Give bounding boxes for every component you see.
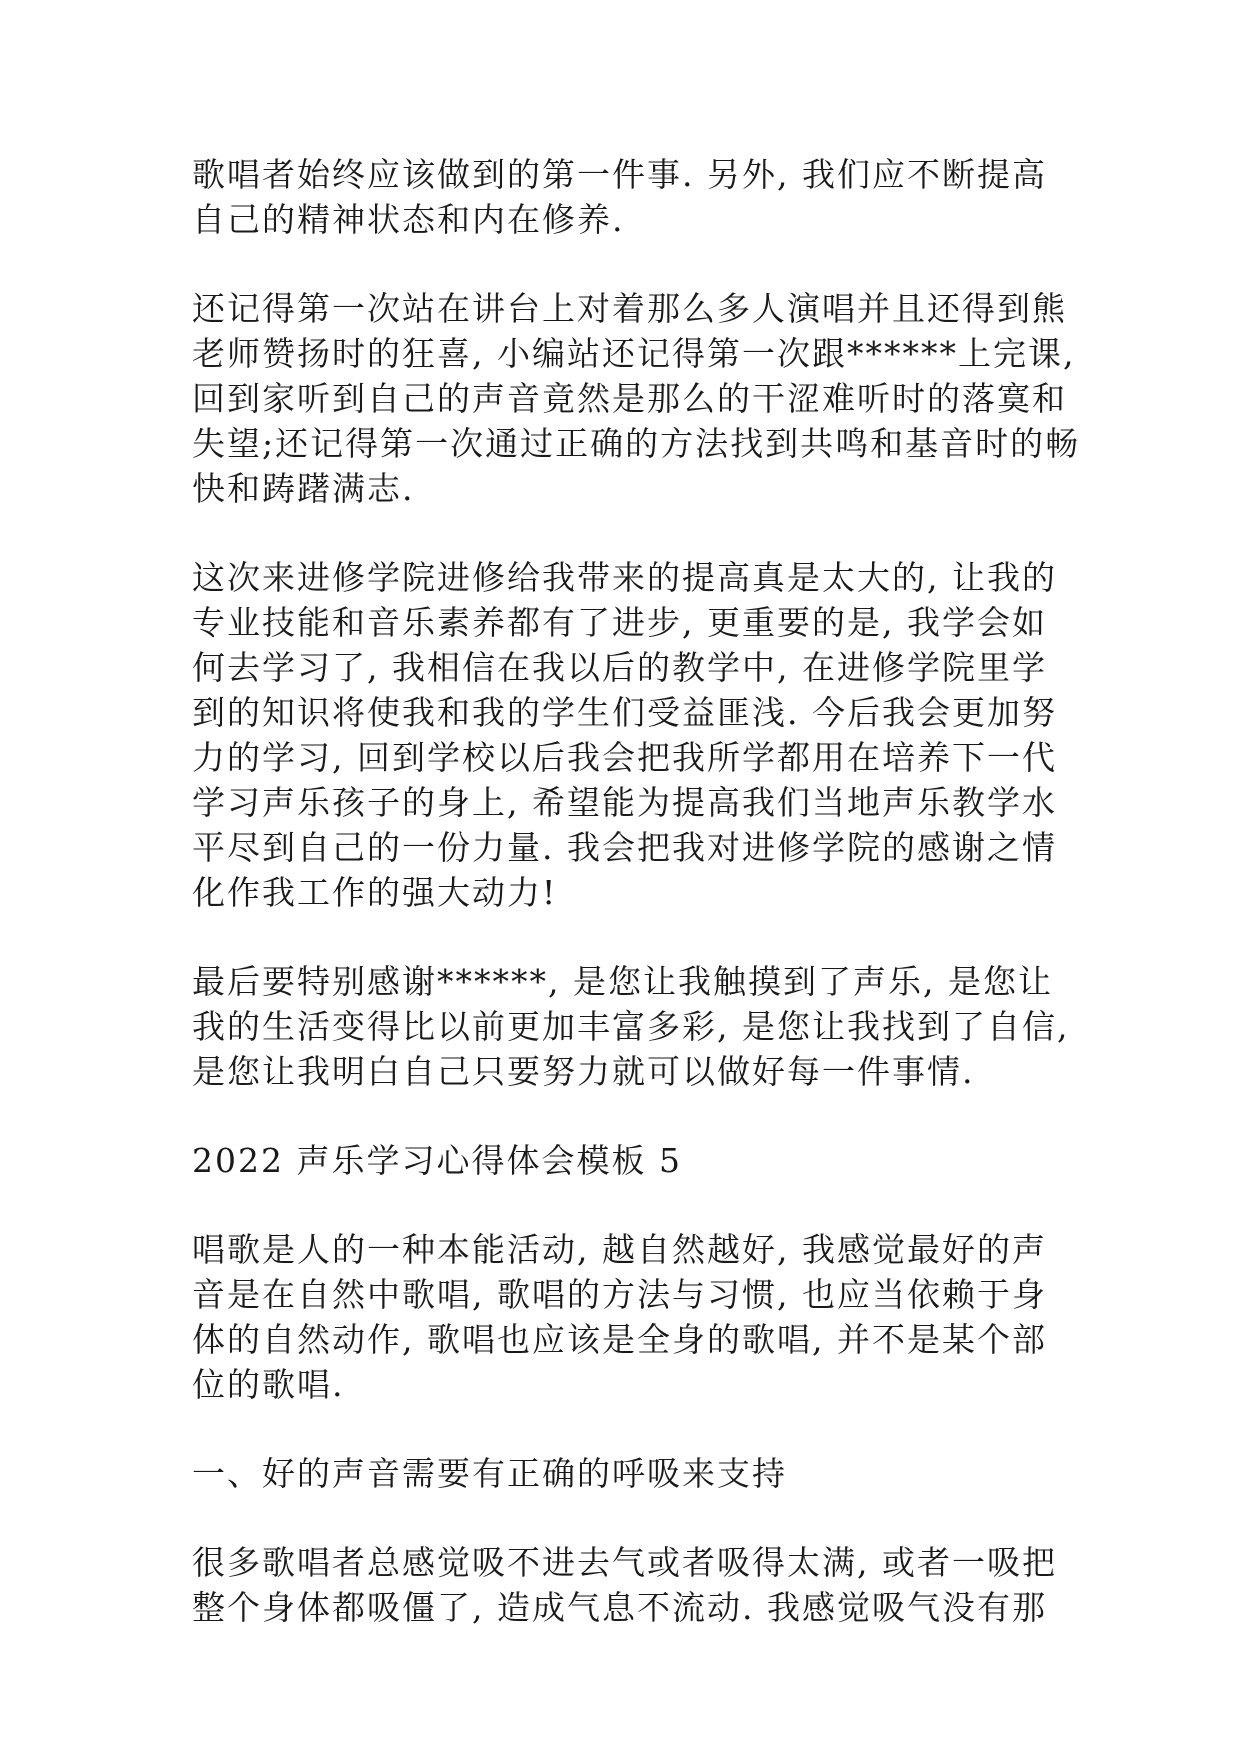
paragraph-3-line-1: 这次来进修学院进修给我带来的提高真是太大的, 让我的 — [192, 558, 1057, 597]
paragraph-2-line-5: 快和踌躇满志. — [192, 469, 415, 508]
paragraph-3-line-3: 何去学习了, 我相信在我以后的教学中, 在进修学院里学 — [192, 648, 1047, 687]
paragraph-3-line-2: 专业技能和音乐素养都有了进步, 更重要的是, 我学会如 — [192, 603, 1047, 642]
paragraph-4-line-2: 我的生活变得比以前更加丰富多彩, 是您让我找到了自信, — [192, 1007, 1070, 1046]
paragraph-8-line-1: 很多歌唱者总感觉吸不进去气或者吸得太满, 或者一吸把 — [192, 1543, 1057, 1582]
paragraph-3-line-8: 化作我工作的强大动力! — [192, 873, 558, 912]
paragraph-6-line-2: 音是在自然中歌唱, 歌唱的方法与习惯, 也应当依赖于身 — [192, 1275, 1047, 1314]
paragraph-3-line-6: 学习声乐孩子的身上, 希望能为提高我们当地声乐教学水 — [192, 783, 1057, 822]
paragraph-3-line-7: 平尽到自己的一份力量. 我会把我对进修学院的感谢之情 — [192, 828, 1057, 867]
paragraph-1-line-2: 自己的精神状态和内在修养. — [192, 200, 625, 239]
paragraph-6-line-1: 唱歌是人的一种本能活动, 越自然越好, 我感觉最好的声 — [192, 1230, 1047, 1269]
section-heading: 2022 声乐学习心得体会模板 5 — [192, 1141, 682, 1180]
paragraph-4-line-3: 是您让我明白自己只要努力就可以做好每一件事情. — [192, 1052, 975, 1091]
paragraph-2-line-1: 还记得第一次站在讲台上对着那么多人演唱并且还得到熊 — [192, 289, 1067, 328]
paragraph-6-line-3: 体的自然动作, 歌唱也应该是全身的歌唱, 并不是某个部 — [192, 1320, 1047, 1359]
subsection-heading: 一、好的声音需要有正确的呼吸来支持 — [192, 1454, 787, 1493]
paragraph-2-line-3: 回到家听到自己的声音竟然是那么的干涩难听时的落寞和 — [192, 379, 1067, 418]
paragraph-2-line-2: 老师赞扬时的狂喜, 小编站还记得第一次跟******上完课, — [192, 334, 1076, 373]
paragraph-4-line-1: 最后要特别感谢******, 是您让我触摸到了声乐, 是您让 — [192, 962, 1053, 1001]
paragraph-3-line-5: 力的学习, 回到学校以后我会把我所学都用在培养下一代 — [192, 738, 1057, 777]
paragraph-2-line-4: 失望;还记得第一次通过正确的方法找到共鸣和基音时的畅 — [192, 424, 1081, 463]
paragraph-3-line-4: 到的知识将使我和我的学生们受益匪浅. 今后我会更加努 — [192, 693, 1057, 732]
paragraph-1-line-1: 歌唱者始终应该做到的第一件事. 另外, 我们应不断提高 — [192, 155, 1047, 194]
paragraph-6-line-4: 位的歌唱. — [192, 1365, 345, 1404]
paragraph-8-line-2: 整个身体都吸僵了, 造成气息不流动. 我感觉吸气没有那 — [192, 1588, 1047, 1627]
